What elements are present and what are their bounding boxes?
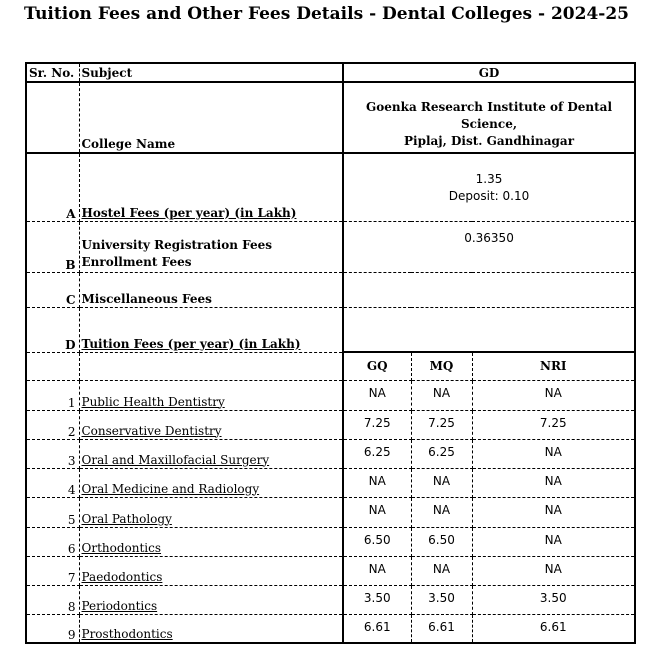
fee-mq: 6.50 [411,527,472,556]
fee-nri: NA [472,380,635,410]
quota-gq-header: GQ [343,352,411,380]
registration-label [79,221,343,272]
page-title: Tuition Fees and Other Fees Details - Dental Colleges - 2024-25 [23,4,629,24]
fee-nri: NA [472,439,635,468]
dept-name: Public Health Dentistry [79,380,343,410]
fee-mq: 6.61 [411,614,472,643]
quota-header-row [26,352,635,380]
hostel-deposit: Deposit: 0.10 [448,189,530,203]
dept-sr: 2 [26,410,79,439]
hostel-row [26,153,635,221]
fee-gq: NA [343,556,411,585]
sr-no-header: Sr. No. [26,63,79,82]
registration-value: 0.36350 [343,221,635,272]
fee-mq: NA [411,380,472,410]
fee-nri: 6.61 [472,614,635,643]
dept-name: Orthodontics [79,527,343,556]
group-header: GD [343,63,635,82]
fee-mq: NA [411,468,472,497]
fee-nri: NA [472,556,635,585]
misc-row [26,272,635,307]
dept-sr: 9 [26,614,79,643]
quota-mq-header: MQ [411,352,472,380]
college-row [26,82,635,153]
hostel-fee-amount: 1.35 [475,172,503,186]
table-row [26,614,635,643]
table-row [26,527,635,556]
quota-nri-header: NRI [472,352,635,380]
dept-sr: 6 [26,527,79,556]
fee-mq: NA [411,497,472,527]
misc-fees-value [343,272,635,307]
row-sr-c: C [26,272,79,307]
row-sr-b: B [26,221,79,272]
dept-sr: 8 [26,585,79,614]
table-row [26,380,635,410]
fee-gq: 3.50 [343,585,411,614]
dept-name: Conservative Dentistry [79,410,343,439]
college-name [343,82,635,153]
tuition-row [26,307,635,352]
table-row [26,439,635,468]
misc-fees-label: Miscellaneous Fees [79,272,343,307]
table-header-row [26,63,635,82]
registration-label-line1: University Registration Fees [81,237,273,252]
row-sr-a: A [26,153,79,221]
fee-gq: NA [343,497,411,527]
table-row [26,497,635,527]
fee-gq: NA [343,380,411,410]
fee-gq: NA [343,468,411,497]
dept-name: Prosthodontics [79,614,343,643]
dept-sr: 4 [26,468,79,497]
fee-gq: 6.61 [343,614,411,643]
registration-label-line2: Enrollment Fees [81,254,192,269]
table-row [26,556,635,585]
table-row [26,410,635,439]
dept-name: Oral and Maxillofacial Surgery [79,439,343,468]
table-row [26,468,635,497]
tuition-fees-label: Tuition Fees (per year) (in Lakh) [79,307,343,352]
fee-nri: 3.50 [472,585,635,614]
dept-sr: 3 [26,439,79,468]
dept-sr: 1 [26,380,79,410]
table-row [26,585,635,614]
fee-nri: 7.25 [472,410,635,439]
fees-table [25,62,636,644]
fee-gq: 6.25 [343,439,411,468]
college-name-label: College Name [79,82,343,153]
fee-mq: 3.50 [411,585,472,614]
hostel-fees-value [343,153,635,221]
fee-mq: 7.25 [411,410,472,439]
dept-sr: 5 [26,497,79,527]
dept-sr: 7 [26,556,79,585]
college-name-line1: Goenka Research Institute of Dental Science, [366,100,613,131]
dept-name: Periodontics [79,585,343,614]
college-name-line2: Piplaj, Dist. Gandhinagar [403,134,575,148]
fee-mq: 6.25 [411,439,472,468]
fee-gq: 6.50 [343,527,411,556]
fee-nri: NA [472,468,635,497]
fee-mq: NA [411,556,472,585]
fee-nri: NA [472,527,635,556]
subject-header: Subject [79,63,343,82]
registration-row [26,221,635,272]
fee-nri: NA [472,497,635,527]
fee-gq: 7.25 [343,410,411,439]
dept-name: Oral Medicine and Radiology [79,468,343,497]
dept-name: Paedodontics [79,556,343,585]
hostel-fees-label: Hostel Fees (per year) (in Lakh) [79,153,343,221]
row-sr-d: D [26,307,79,352]
dept-name: Oral Pathology [79,497,343,527]
